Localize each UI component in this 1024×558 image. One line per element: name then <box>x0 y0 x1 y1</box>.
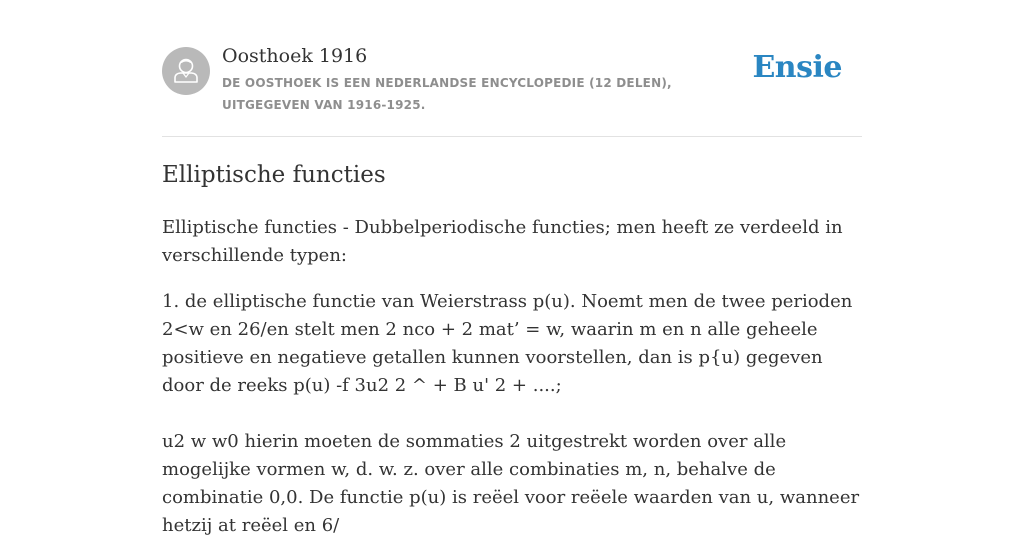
article-paragraph-3: u2 w w0 hierin moeten de sommaties 2 uitgestrekt worden over alle mogelijke vormen w, d. w. z. over alle combinaties m, n, behalve de combinatie 0,0. De functie p(u) is reëel voor reëele waarden van u, wanneer hetzij at reëel en 6/ <box>162 431 860 536</box>
source-description: DE OOSTHOEK IS EEN NEDERLANDSE ENCYCLOPEDIE (12 DELEN), UITGEGEVEN VAN 1916-1925. <box>222 76 672 112</box>
source-title[interactable]: Oosthoek 1916 <box>222 45 368 67</box>
article-paragraph-2: 1. de elliptische functie van Weierstrass p(u). Noemt men de twee perioden 2<w en 26/en stelt men 2 nco + 2 mat’ = w, waarin m en n alle geheele positieve en negatieve getallen kunnen voorstellen, dan is p{u) gegeven door de reeks p(u) -f 3u2 2 ^ + B u' 2 + ....; <box>162 291 853 396</box>
source-header <box>162 40 862 137</box>
source-avatar[interactable] <box>162 47 210 95</box>
user-icon <box>162 47 210 95</box>
article-title: Elliptische functies <box>162 162 386 188</box>
ensie-logo[interactable]: Ensie <box>752 50 842 85</box>
article <box>162 158 862 558</box>
article-paragraph-1: Elliptische functies - Dubbelperiodische functies; men heeft ze verdeeld in verschillende typen: <box>162 217 843 266</box>
